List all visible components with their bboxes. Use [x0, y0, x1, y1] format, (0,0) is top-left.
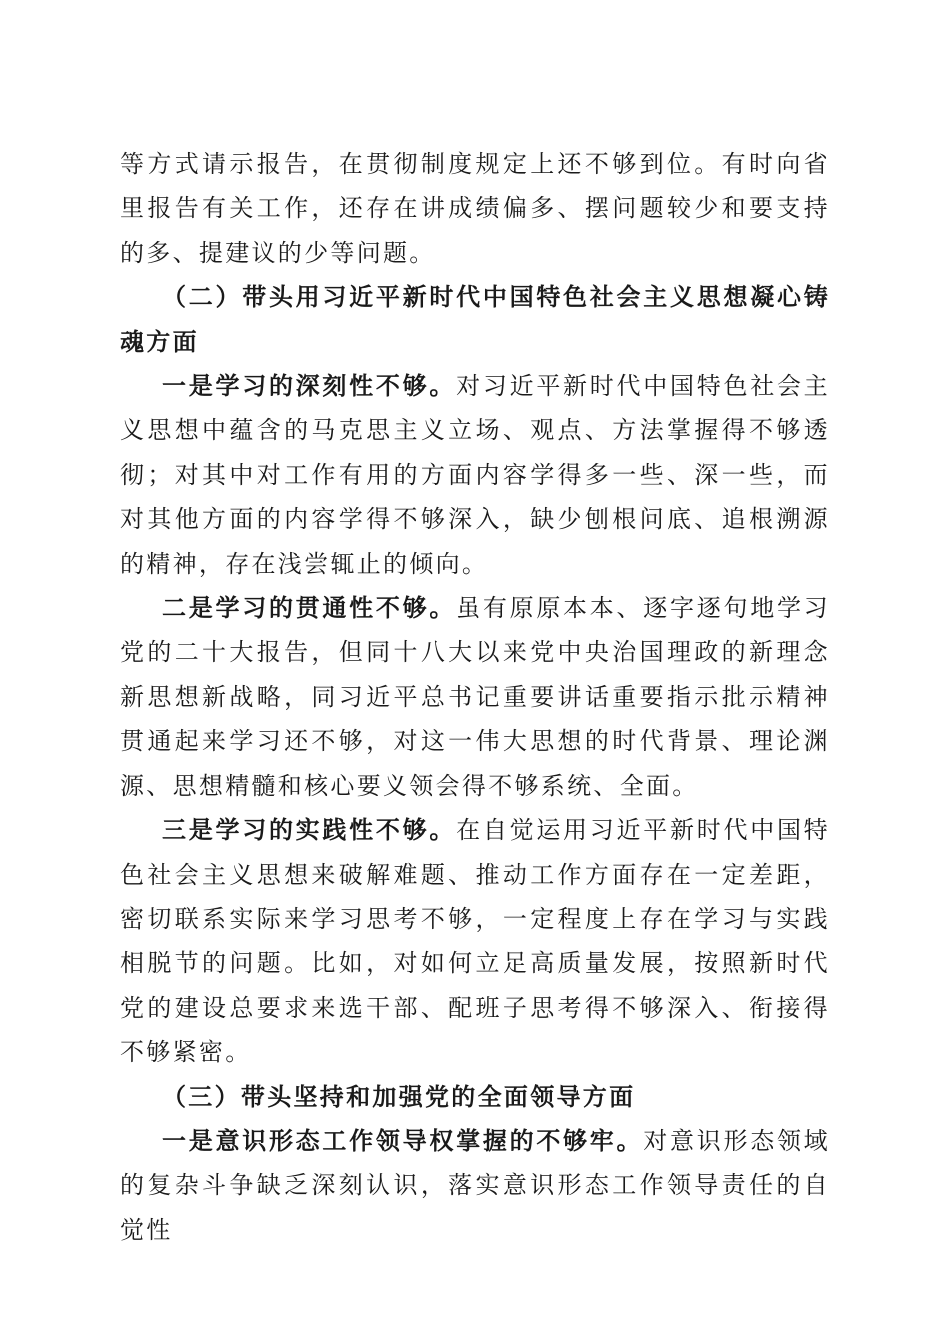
paragraph-study-practice: [120, 808, 830, 1074]
paragraph-study-depth: [120, 364, 830, 586]
paragraph-text: 对习近平新时代中国特色社会主义思想中蕴含的马克思主义立场、观点、方法掌握得不够透彻；对其中对工作有用的方面内容学得多一些、深一些，而对其他方面的内容学得不够深入，缺少刨根问底、追根溯源的精神，存在浅尝辄止的倾向。: [120, 372, 830, 578]
document-body: [120, 142, 830, 1252]
paragraph-lead: 一是意识形态工作领导权掌握的不够牢。: [162, 1125, 644, 1155]
paragraph-text: 虽有原原本本、逐字逐句地学习党的二十大报告，但同十八大以来党中央治国理政的新理念新思想新战略，同习近平总书记重要讲话重要指示批示精神贯通起来学习还不够，对这一伟大思想的时代背景、理论渊源、思想精髓和核心要义领会得不够系统、全面。: [120, 594, 830, 800]
paragraph-text: 对意识形态领域的复杂斗争缺乏深刻认识，落实意识形态工作领导责任的自觉性: [120, 1126, 830, 1244]
heading-text: （二）带头用习近平新时代中国特色社会主义思想凝心铸魂方面: [120, 282, 830, 356]
paragraph-lead: 二是学习的贯通性不够。: [162, 593, 457, 623]
heading-text: （三）带头坚持和加强党的全面领导方面: [162, 1081, 636, 1111]
paragraph-lead: 三是学习的实践性不够。: [162, 815, 457, 845]
paragraph-text: 等方式请示报告，在贯彻制度规定上还不够到位。有时向省里报告有关工作，还存在讲成绩偏多、摆问题较少和要支持的多、提建议的少等问题。: [120, 150, 830, 267]
section-heading-2: [120, 275, 830, 364]
paragraph-lead: 一是学习的深刻性不够。: [162, 371, 457, 401]
paragraph-study-coherence: [120, 586, 830, 808]
section-heading-3: [120, 1075, 830, 1119]
paragraph-text: 在自觉运用习近平新时代中国特色社会主义思想来破解难题、推动工作方面存在一定差距，密切联系实际来学习思考不够，一定程度上存在学习与实践相脱节的问题。比如，对如何立足高质量发展，按照新时代党的建设总要求来选干部、配班子思考得不够深入、衔接得不够紧密。: [120, 816, 830, 1067]
paragraph-ideology-leadership: [120, 1119, 830, 1252]
paragraph-continuation: [120, 142, 830, 275]
